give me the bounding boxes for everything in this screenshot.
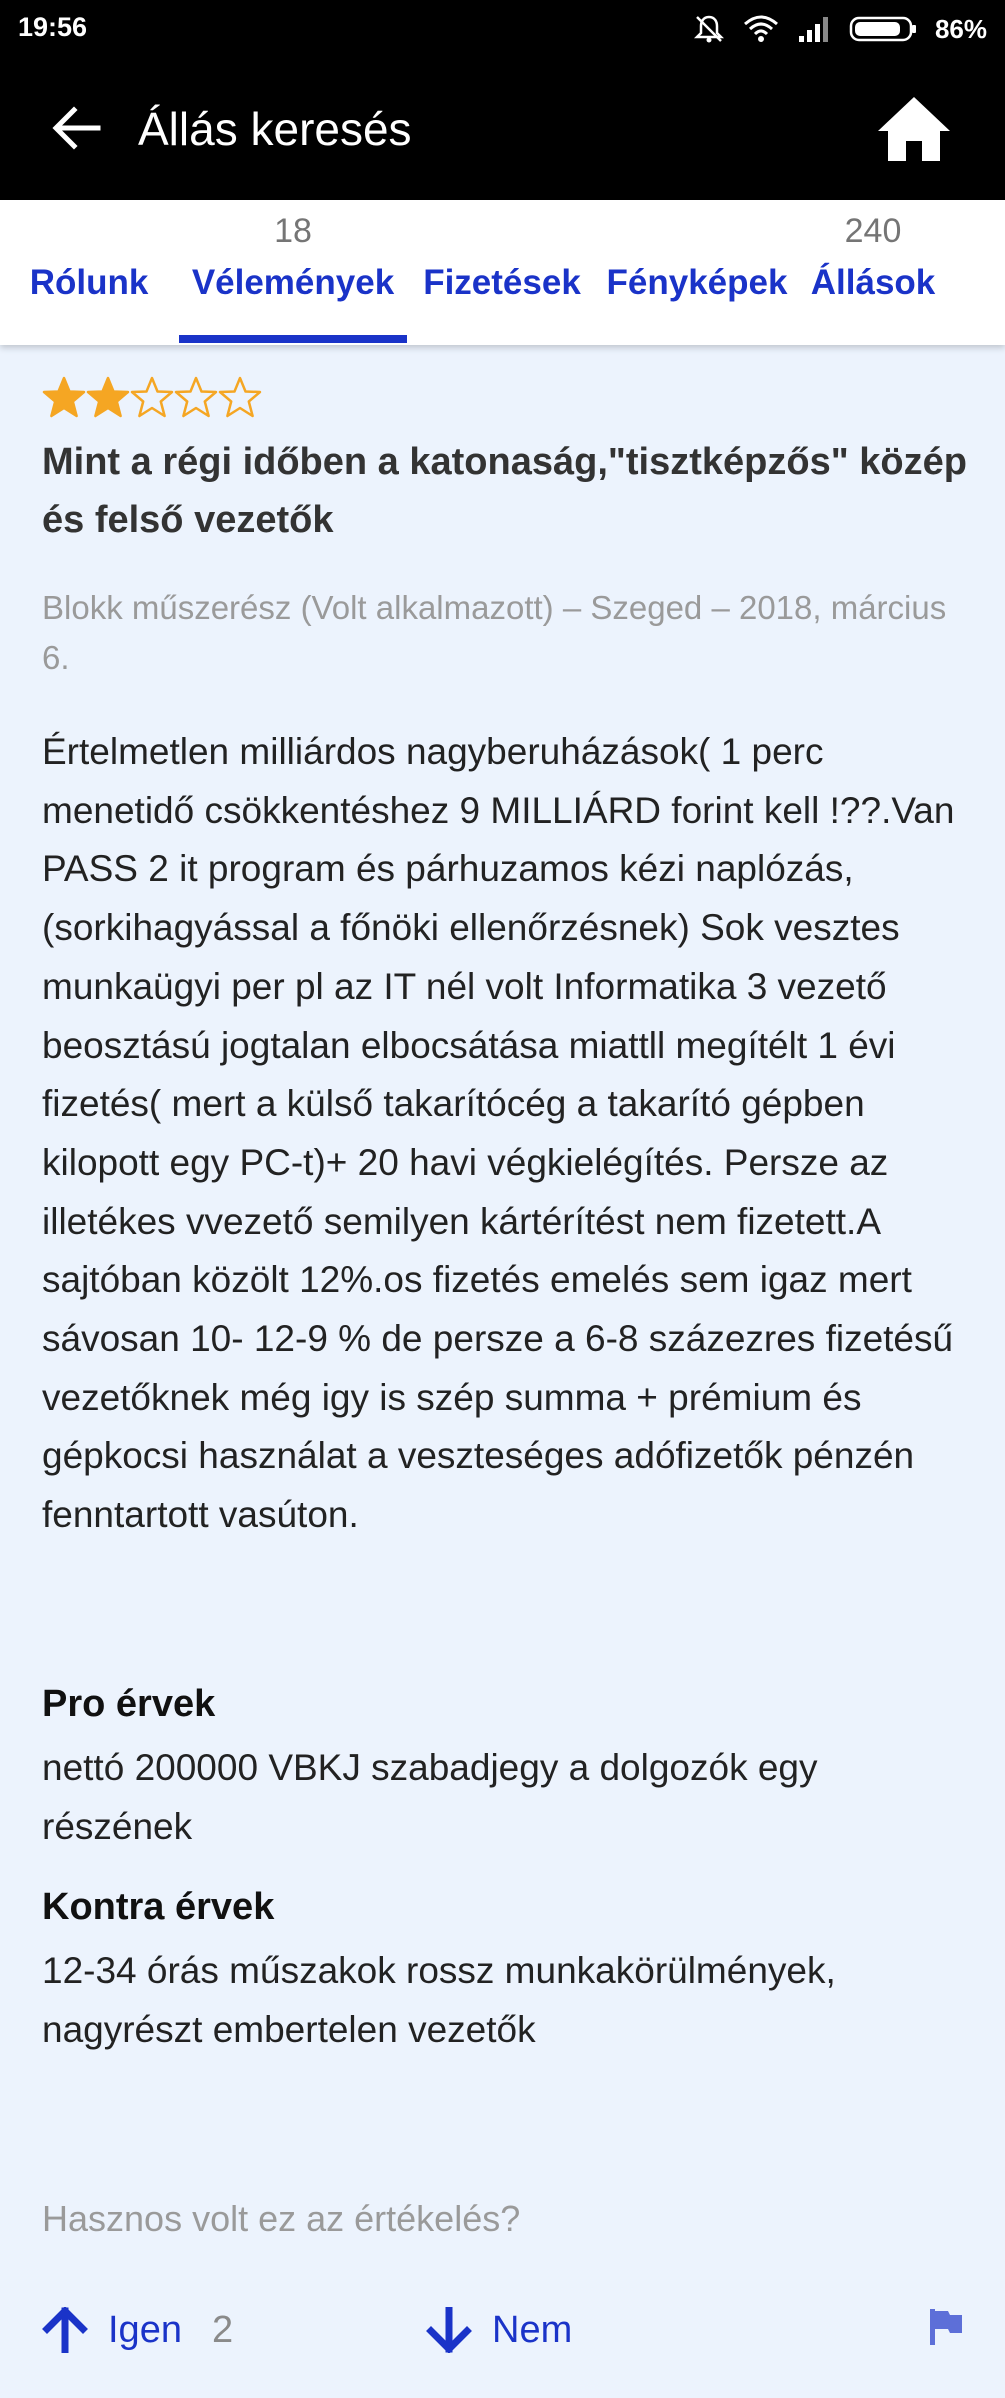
star-empty-icon (130, 375, 174, 419)
tab-allasok[interactable] (808, 200, 938, 345)
review-meta: Blokk műszerész (Volt alkalmazott) – Szeged – 2018, március 6. (42, 589, 947, 676)
con-heading: Kontra érvek (42, 1886, 275, 1928)
signal-icon (797, 14, 831, 44)
battery-percent: 86% (934, 13, 987, 44)
helpful-question: Hasznos volt ez az értékelés? (42, 2198, 521, 2239)
arrow-down-icon (426, 2307, 472, 2353)
star-empty-icon (218, 375, 262, 419)
review-body: Értelmetlen milliárdos nagyberuházások( 1 perc menetidő csökkentéshez 9 MILLIÁRD forint kell !??.Van PASS 2 it program és párhuzamos kézi naplózás,(sorkihagyással a főnöki ellenőrzésnek) Sok vesztes munkaügyi per pl az IT nél volt Informatika 3 vezető beosztású jogtalan elbocsátása miattll megítélt 1 évi fizetés( mert a külső takarítócég a takarító gépben kilopott egy PC-t)+ 20 havi végkielégítés. Persze az illetékes vvezető semilyen kártérítést nem fizetett.A sajtóban közölt 12%.os fizetés emelés sem igaz mert sávosan 10- 12-9 % de persze a 6-8 százezres fizetésű vezetőknek még igy is szép summa + prémium és gépkocsi használat a veszteséges adófizetők pénzén fenntartott vasúton. (42, 731, 955, 1536)
active-tab-indicator (179, 335, 407, 343)
status-time: 19:56 (18, 12, 88, 42)
arrow-left-icon (52, 106, 102, 150)
tab-count: 18 (274, 212, 312, 250)
vote-yes-count: 2 (211, 2308, 234, 2351)
star-empty-icon (174, 375, 218, 419)
report-button[interactable] (928, 2307, 972, 2353)
con-text: 12-34 órás műszakok rossz munkakörülmények, nagyrészt embertelen vezetők (42, 1950, 836, 2050)
tab-fizetesek[interactable] (418, 200, 586, 345)
page-title: Állás keresés (138, 103, 412, 155)
tab-label: Fizetések (423, 263, 581, 302)
arrow-up-icon (42, 2307, 88, 2353)
tab-count: 240 (844, 212, 902, 250)
mute-icon (693, 14, 725, 44)
vote-no-button[interactable] (426, 2295, 572, 2365)
tab-velemenyek[interactable] (179, 200, 407, 345)
tab-label: Fényképek (606, 263, 788, 302)
star-rating (42, 375, 262, 421)
star-filled-icon (42, 375, 86, 419)
tab-rolunk[interactable] (14, 200, 164, 345)
vote-row (42, 2295, 972, 2365)
tab-bar (0, 200, 1005, 345)
pro-text: nettó 200000 VBKJ szabadjegy a dolgozók egy részének (42, 1747, 818, 1847)
wifi-icon (743, 14, 779, 44)
pro-heading: Pro érvek (42, 1683, 216, 1725)
home-button[interactable] (871, 86, 957, 172)
vote-yes-label: Igen (108, 2308, 182, 2351)
back-button[interactable] (42, 98, 112, 158)
review-title: Mint a régi időben a katonaság,"tisztképzős" közép és felső vezetők (42, 441, 967, 541)
tab-label: Vélemények (191, 263, 395, 302)
home-icon (876, 95, 952, 163)
app-bar (0, 58, 1005, 200)
tab-label: Rólunk (29, 263, 149, 302)
tab-label: Állások (810, 263, 936, 302)
status-icons (693, 10, 987, 48)
battery-icon (849, 14, 917, 44)
star-filled-icon (86, 375, 130, 419)
vote-yes-button[interactable] (42, 2295, 233, 2365)
tab-fenykepek[interactable] (602, 200, 792, 345)
vote-no-label: Nem (492, 2308, 573, 2351)
status-bar (0, 0, 1005, 58)
flag-icon (928, 2307, 964, 2347)
